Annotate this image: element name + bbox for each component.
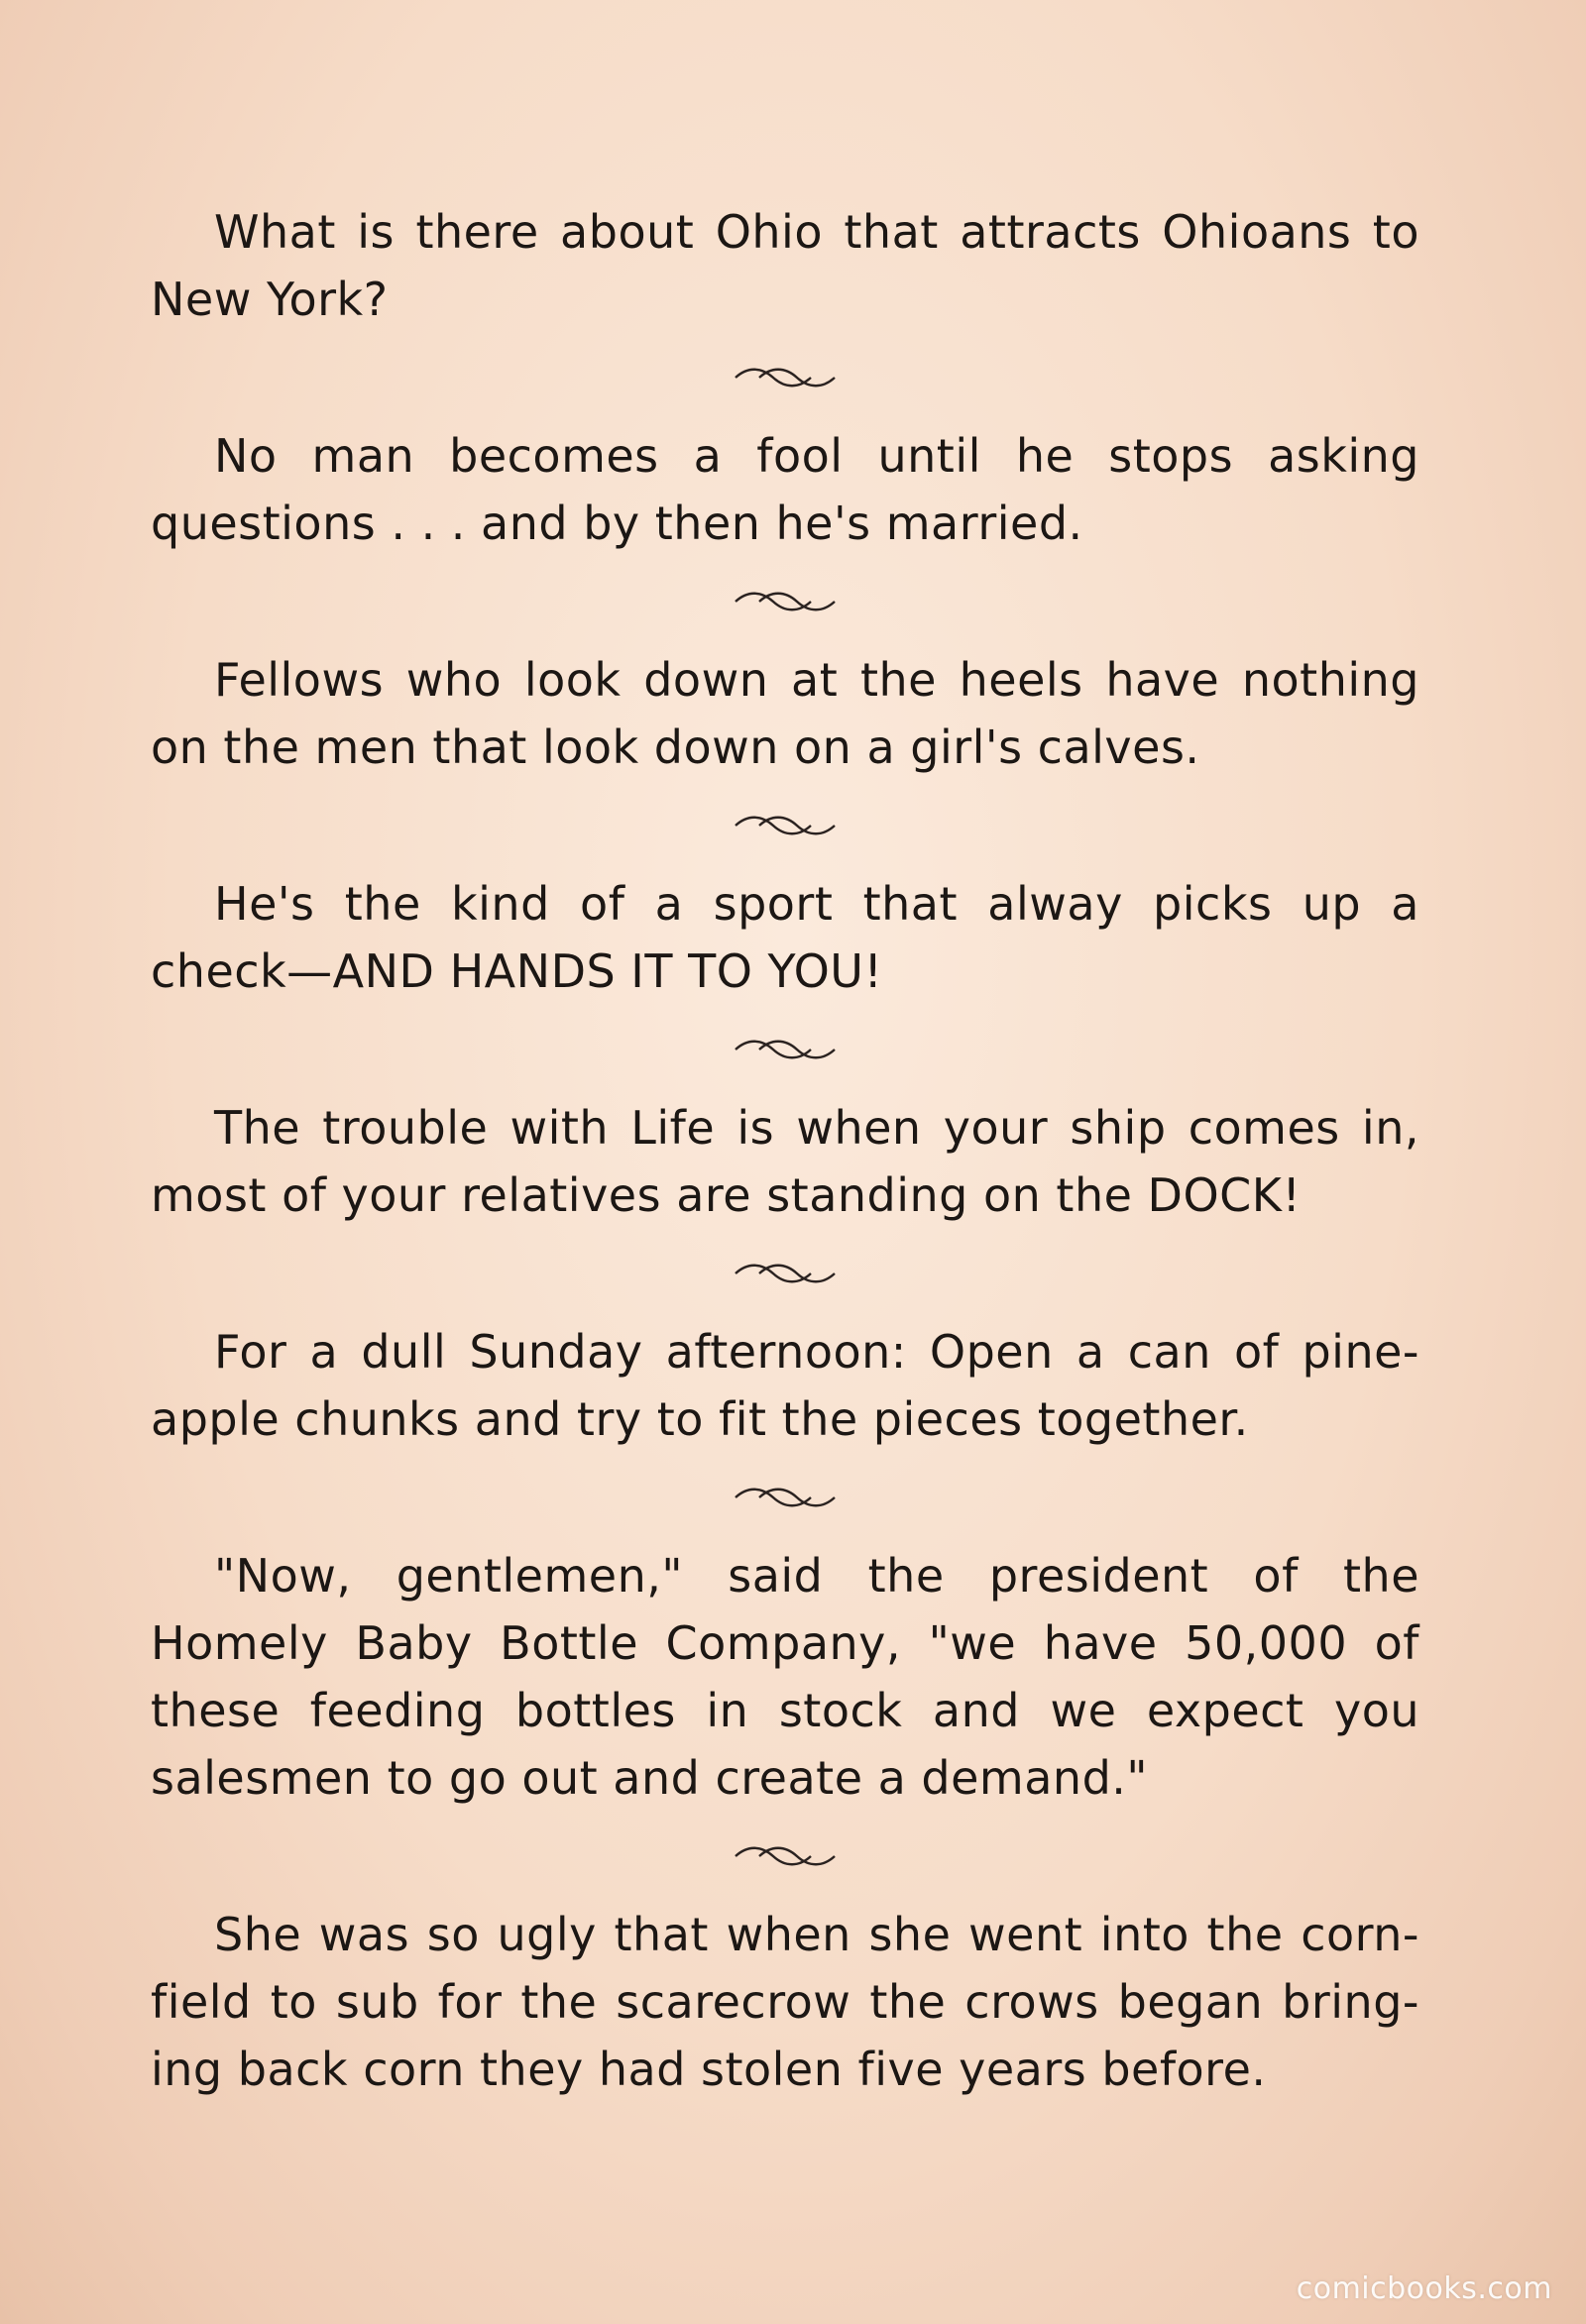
divider: [151, 1229, 1419, 1318]
swash-ornament-icon: [732, 1843, 839, 1869]
divider: [151, 781, 1419, 870]
swash-ornament-icon: [732, 365, 839, 390]
joke-text: No man becomes a fool until he stops asking questions . . . and by then he's married.: [151, 429, 1419, 550]
divider: [151, 557, 1419, 646]
watermark: comicbooks.com: [1296, 2271, 1552, 2306]
joke-text: What is there about Ohio that attracts Ohioans to New York?: [151, 205, 1419, 326]
joke-text: He's the kind of a sport that alway picks up a check—AND HANDS IT TO YOU!: [151, 877, 1419, 998]
joke-page: [151, 198, 1419, 2103]
swash-ornament-icon: [732, 589, 839, 614]
swash-ornament-icon: [732, 1037, 839, 1062]
joke-text: For a dull Sunday afternoon: Open a can of pine-apple chunks and try to fit the pieces together.: [151, 1325, 1419, 1446]
joke-text: "Now, gentlemen," said the president of the Homely Baby Bottle Company, "we have 50,000 of these feeding bottles in stock and we expect you salesmen to go out and create a demand.": [151, 1549, 1419, 1805]
swash-ornament-icon: [732, 813, 839, 838]
joke-text: The trouble with Life is when your ship comes in, most of your relatives are standing on the DOCK!: [151, 1101, 1419, 1222]
swash-ornament-icon: [732, 1261, 839, 1286]
divider: [151, 1005, 1419, 1094]
swash-ornament-icon: [732, 1485, 839, 1510]
joke-text: She was so ugly that when she went into the corn-field to sub for the scarecrow the crows began bring-ing back corn they had stolen five years before.: [151, 1908, 1419, 2096]
divider: [151, 333, 1419, 422]
joke-text: Fellows who look down at the heels have nothing on the men that look down on a girl's calves.: [151, 653, 1419, 774]
divider: [151, 1453, 1419, 1542]
divider: [151, 1812, 1419, 1901]
